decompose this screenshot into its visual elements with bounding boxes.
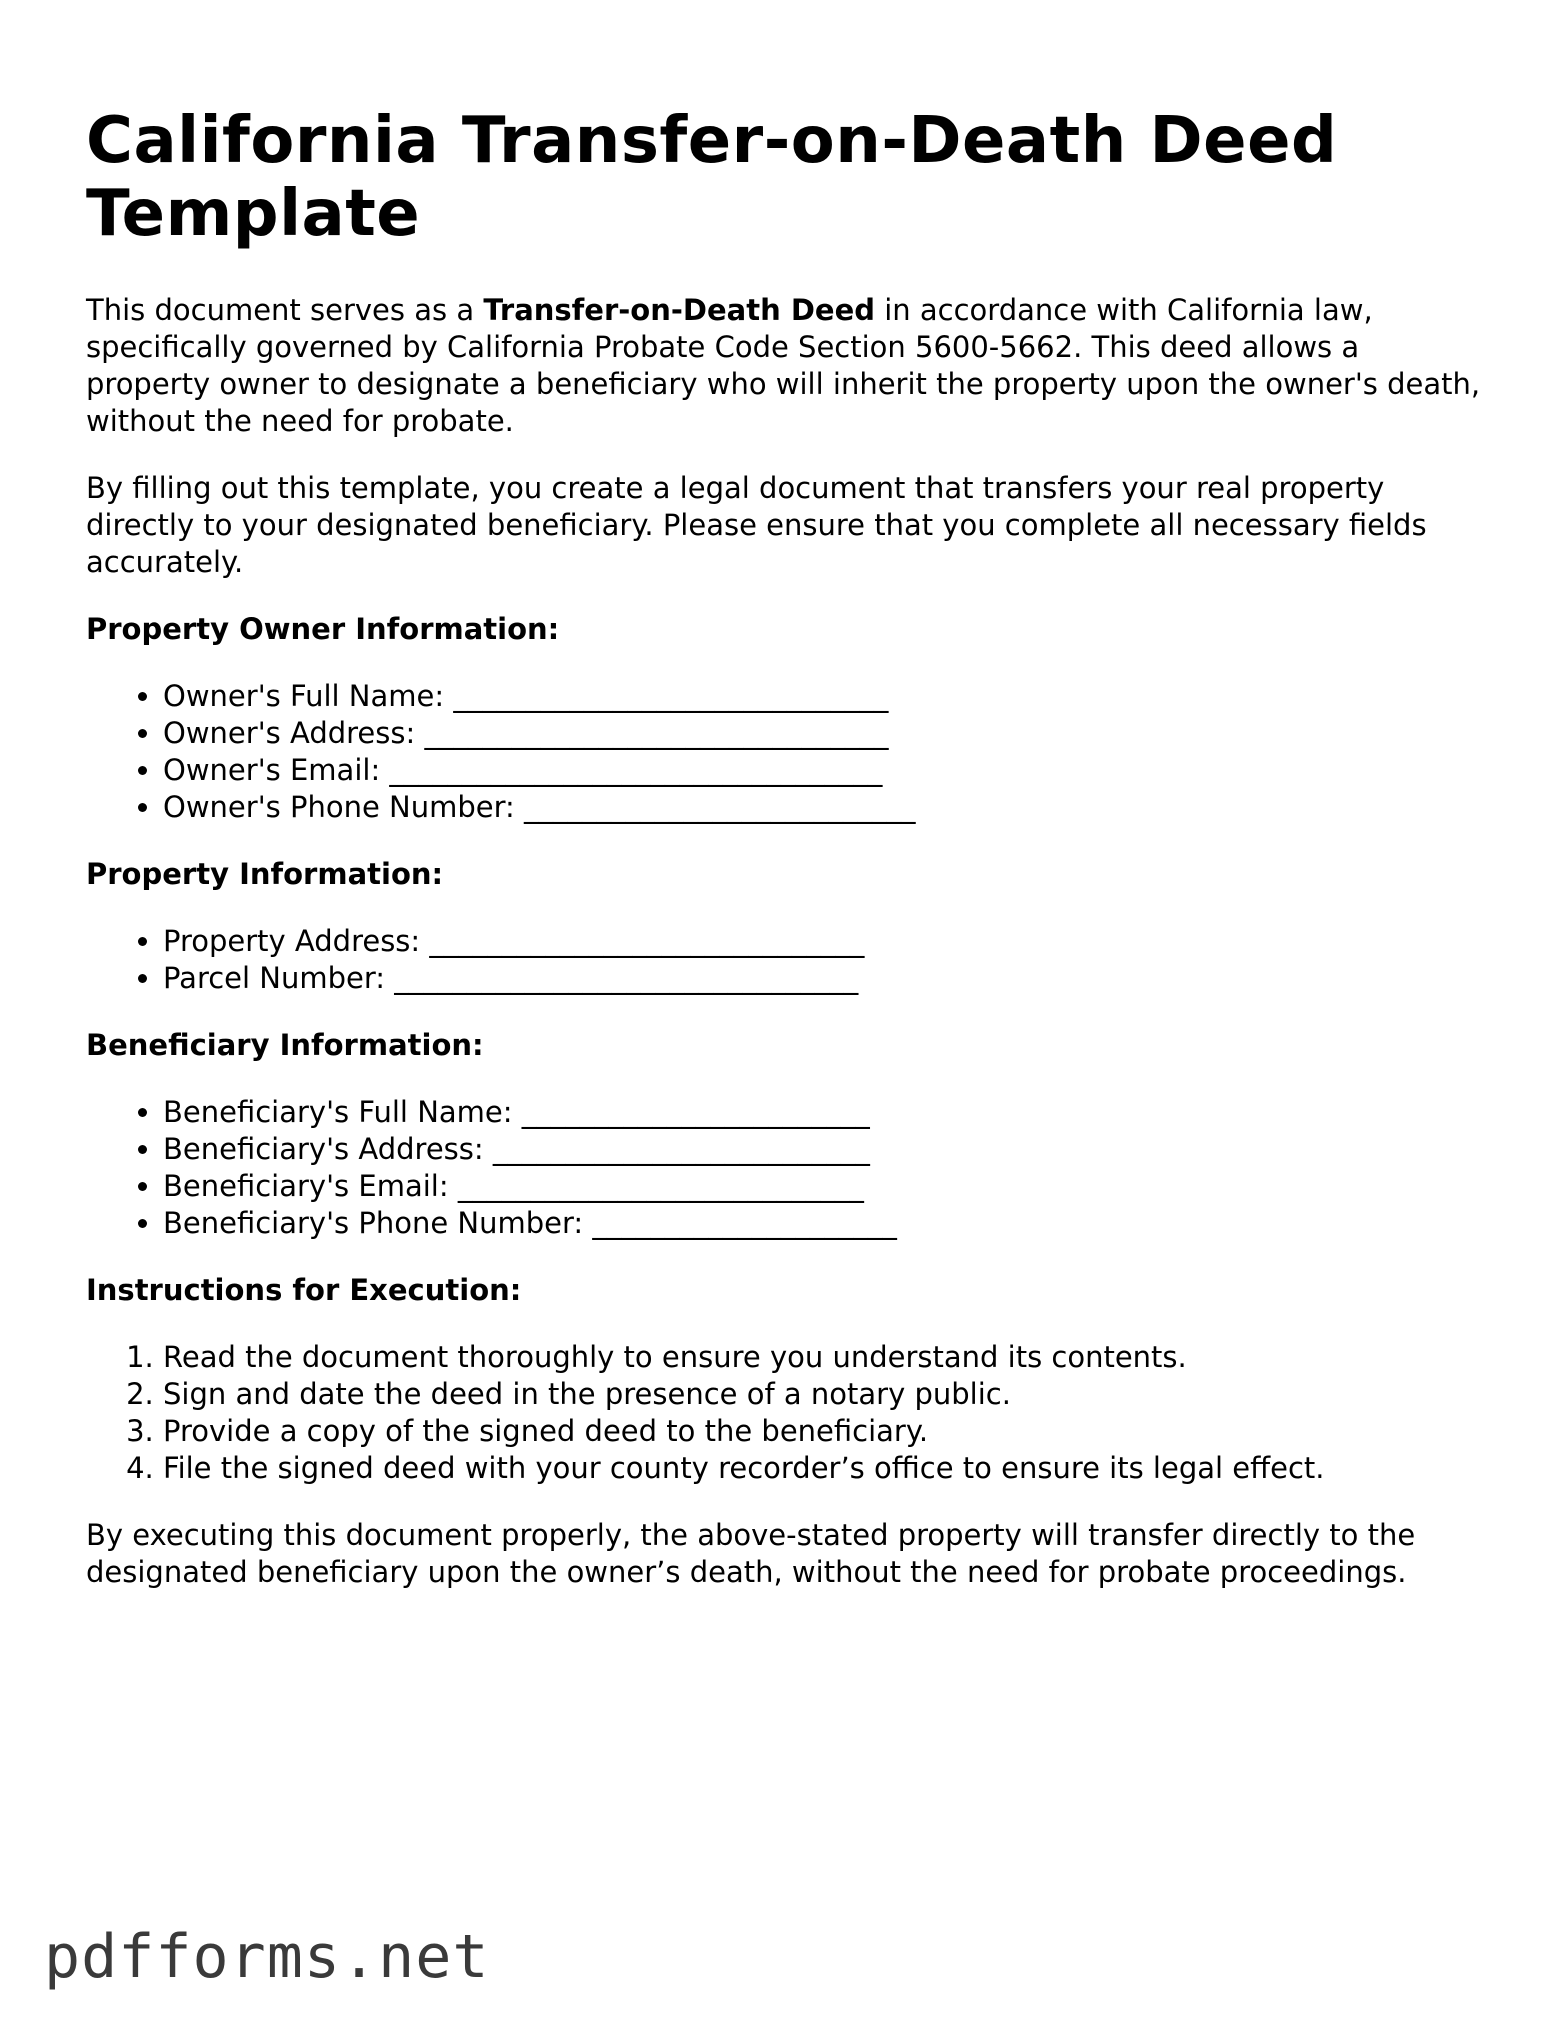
parcel-number-field: • Parcel Number: ________________________________ — [163, 960, 1486, 997]
intro-text-end: in accordance with California law, specifically governed by California Probate Code Section 5600-5662. This deed allows a property owner to designate a beneficiary who will inherit the property upon the owner's death, without the need for probate. — [86, 293, 1481, 438]
beneficiary-info-list — [86, 1094, 1486, 1242]
property-address-field: • Property Address: ______________________________ — [163, 923, 1486, 960]
owner-section-heading: Property Owner Information: — [86, 612, 560, 646]
instructions-section-heading: Instructions for Execution: — [86, 1273, 522, 1307]
closing-paragraph: By executing this document properly, the above-stated property will transfer directly to the designated beneficiary upon the owner’s death, without the need for probate proceedings. — [86, 1518, 1416, 1589]
beneficiary-section-heading: Beneficiary Information: — [86, 1028, 484, 1062]
beneficiary-phone-field: • Beneficiary's Phone Number: _____________________ — [163, 1205, 1486, 1242]
instruction-step-copy: 3. Provide a copy of the signed deed to the beneficiary. — [163, 1413, 1486, 1450]
beneficiary-full-name-field: • Beneficiary's Full Name: ________________________ — [163, 1094, 1486, 1131]
instruction-step-read: 1. Read the document thoroughly to ensure you understand its contents. — [163, 1339, 1486, 1376]
beneficiary-address-field: • Beneficiary's Address: __________________________ — [163, 1131, 1486, 1168]
property-section-heading: Property Information: — [86, 857, 444, 891]
owner-address-field: • Owner's Address: ________________________________ — [163, 715, 1486, 752]
instructions-list — [86, 1339, 1486, 1487]
beneficiary-email-field: • Beneficiary's Email: ____________________________ — [163, 1168, 1486, 1205]
document-title: California Transfer-on-Death Deed Template — [86, 104, 1338, 251]
property-info-list — [86, 923, 1486, 997]
pdfforms-watermark: pdfforms.net — [44, 1922, 490, 1992]
intro-text-start: This document serves as a — [86, 293, 484, 327]
owner-email-field: • Owner's Email: __________________________________ — [163, 752, 1486, 789]
instruction-step-file: 4. File the signed deed with your county recorder’s office to ensure its legal effect. — [163, 1450, 1486, 1487]
document-page — [86, 105, 1486, 1621]
instruction-step-sign: 2. Sign and date the deed in the presence of a notary public. — [163, 1376, 1486, 1413]
owner-phone-field: • Owner's Phone Number: ___________________________ — [163, 789, 1486, 826]
intro-bold-term: Transfer-on-Death Deed — [483, 293, 875, 327]
template-paragraph: By filling out this template, you create a legal document that transfers your real property directly to your designated beneficiary. Please ensure that you complete all necessary fields accurately. — [86, 471, 1427, 579]
owner-full-name-field: • Owner's Full Name: ______________________________ — [163, 678, 1486, 715]
owner-info-list — [86, 678, 1486, 826]
intro-paragraph — [86, 292, 1486, 440]
